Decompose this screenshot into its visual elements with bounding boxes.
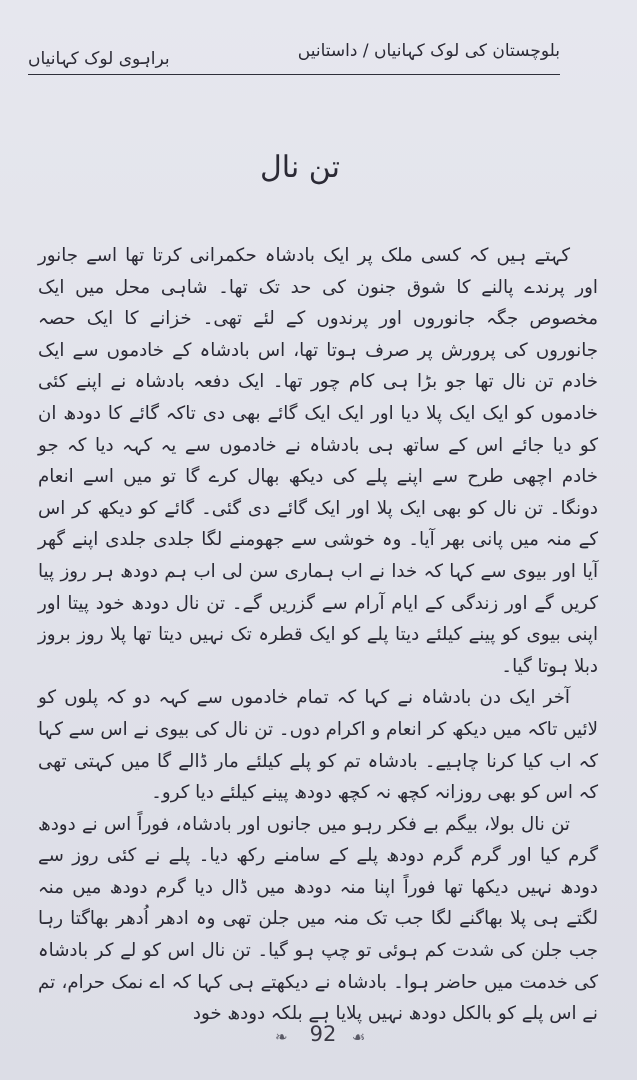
running-header	[28, 34, 560, 75]
left-ornament-icon: ❧	[275, 1028, 288, 1046]
book-title: بلوچستان کی لوک کہانیاں / داستانیں	[297, 41, 560, 61]
page-number: 92	[309, 1022, 337, 1046]
story-body	[38, 240, 598, 1030]
paragraph: کہتے ہیں کہ کسی ملک پر ایک بادشاہ حکمرانی کرتا تھا اسے جانور اور پرندے پالنے کا شوق جنون کی حد تک تھا۔ شاہی محل میں ایک مخصوص جگہ جانوروں اور پرندوں کے لئے تھی۔ خزانے کا ایک حصہ جانوروں کی پرورش پر صرف ہوتا تھا، اس بادشاہ کے خادموں سے ایک خادم تن نال تھا جو بڑا ہی کام چور تھا۔ ایک دفعہ بادشاہ نے اپنے کئی خادموں کو ایک ایک پلا دیا اور ایک ایک گائے بھی دی تاکہ گائے کا دودھ ان کو دیا جائے اس کے ساتھ ہی بادشاہ نے خادموں سے یہ کہہ دیا کہ جو خادم اچھی طرح سے اپنے پلے کی دیکھ بھال کرے گا تو میں اسے انعام دونگا۔ تن نال کو بھی ایک پلا اور ایک گائے دی گئی۔ گائے کو دیکھ کر اس کے منہ میں پانی بھر آیا۔ وہ خوشی سے جھومنے لگا جلدی جلدی اپنے گھر آیا اور بیوی سے کہا کہ خدا نے اب ہماری سن لی اب ہم دودھ ہر روز پیا کریں گے اور زندگی کے ایام آرام سے گزریں گے۔ تن نال دودھ خود پیتا اور اپنی بیوی کو پینے کیلئے دیتا پلے کو ایک قطرہ تک نہیں دیتا تھا پلا روز بروز دبلا ہوتا گیا۔	[38, 245, 598, 677]
page-footer	[0, 1022, 637, 1052]
paragraph: تن نال بولا، بیگم بے فکر رہو میں جانوں اور بادشاہ، فوراً اس نے دودھ گرم کیا اور گرم گرم دودھ پلے کے سامنے رکھ دیا۔ پلے نے کئی روز سے دودھ نہیں دیکھا تھا فوراً اپنا منہ دودھ میں ڈال دیا گرم دودھ میں منہ لگتے ہی پلا بھاگنے لگا جب تک منہ میں جلن تھی وہ ادھر اُدھر بھاگتا رہا جب جلن کی شدت کم ہوئی تو چپ ہو گیا۔ تن نال اس کو لے کر بادشاہ کی خدمت میں حاضر ہوا۔ بادشاہ نے دیکھتے ہی کہا کہ اے نمک حرام، تم نے اس پلے کو بالکل دودھ نہیں پلایا ہے بلکہ دودھ خود	[38, 813, 598, 1025]
series-title: براہوی لوک کہانیاں	[28, 49, 170, 69]
paragraph: آخر ایک دن بادشاہ نے کہا کہ تمام خادموں سے کہہ دو کہ پلوں کو لائیں تاکہ میں دیکھ کر انعام و اکرام دوں۔ تن نال کی بیوی نے اس سے کہا کہ اب کیا کرنا چاہیے۔ بادشاہ تم کو پلے کیلئے مار ڈالے گا میں کہتی تھی کہ اس کو بھی روزانہ کچھ نہ کچھ دودھ پینے کیلئے دیا کرو۔	[38, 687, 598, 804]
right-ornament-icon: ☙	[352, 1028, 366, 1046]
story-title: تن نال	[259, 150, 340, 185]
